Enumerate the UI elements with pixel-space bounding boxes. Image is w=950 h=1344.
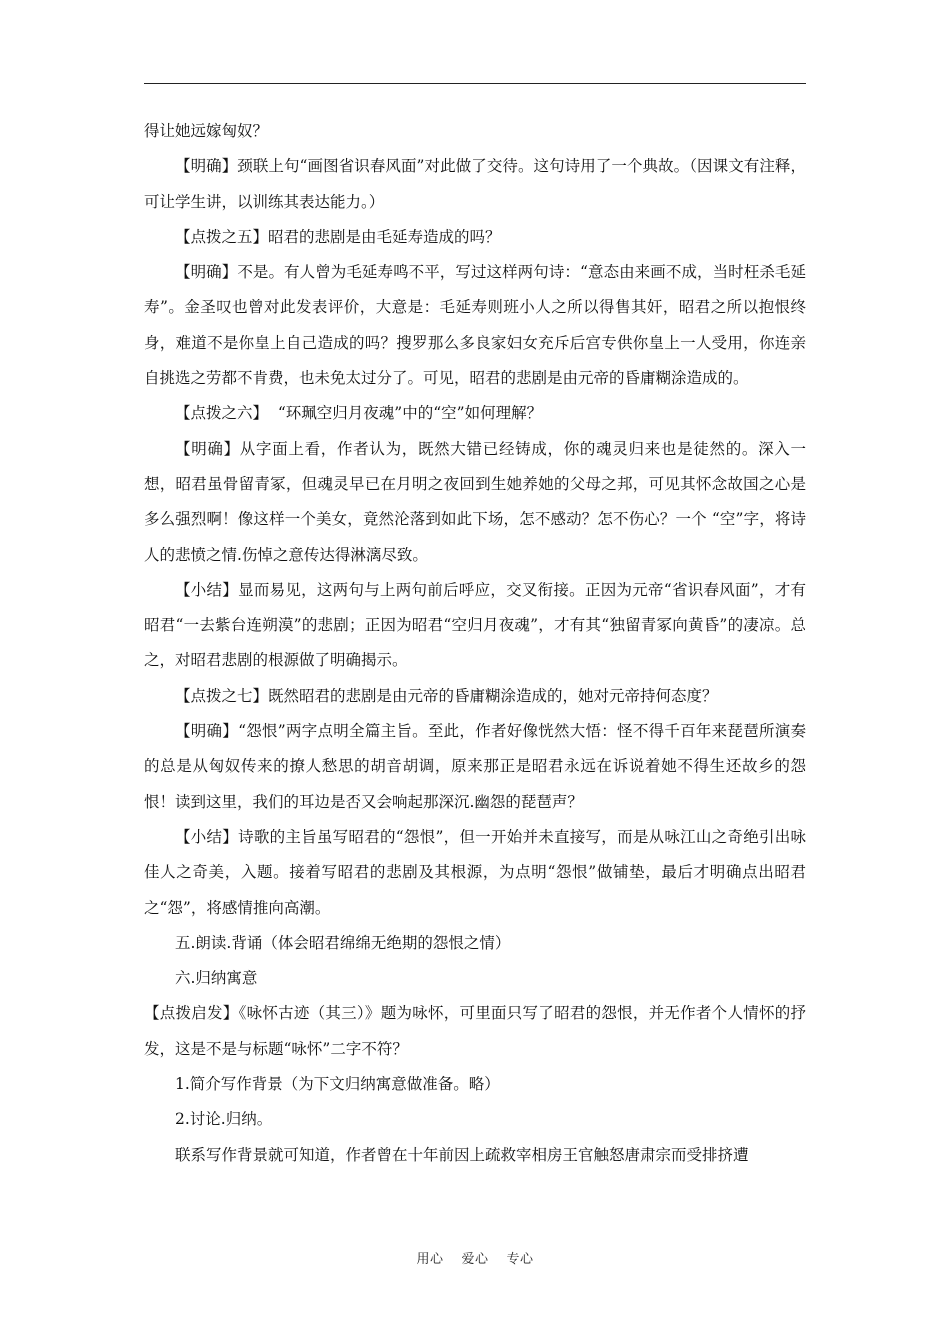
paragraph-text: 昭君的悲剧是由毛延寿造成的吗？ — [268, 227, 501, 246]
paragraph — [144, 961, 806, 996]
paragraph — [144, 220, 806, 255]
paragraph-tag: 【明确】 — [175, 263, 238, 282]
paragraph — [144, 1067, 806, 1102]
paragraph-text: 2.讨论.归纳。 — [175, 1110, 273, 1129]
paragraph-text: 联系写作背景就可知道，作者曾在十年前因上疏救宰相房王官触怒唐肃宗而受排挤遭 — [175, 1145, 749, 1164]
paragraph-text: 显而易见，这两句与上两句前后呼应，交叉衔接。正因为元帝“省识春风面”，才有昭君“一去紫台连朔漠”的悲剧；正因为昭君“空归月夜魂”，才有其“独留青冢向黄昏”的凄凉。总之，对昭君悲剧的根源做了明确揭示。 — [144, 580, 806, 670]
paragraph-text: 颈联上句“画图省识春风面”对此做了交待。这句诗用了一个典故。（因课文有注释，可让学生讲，以训练其表达能力。） — [144, 157, 806, 211]
paragraph-text: 从字面上看，作者认为，既然大错已经铸成，你的魂灵归来也是徒然的。深入一想，昭君虽骨留青冢，但魂灵早已在月明之夜回到生她养她的父母之邦，可见其怀念故国之心是多么强烈啊！像这样一个美女，竟然沦落到如此下场，怎不感动？怎不伤心？一个 “空”字，将诗人的悲愤之情.伤悼之意传达得淋漓尽致。 — [144, 439, 806, 564]
paragraph-tag: 【明确】 — [175, 439, 240, 458]
paragraph-text: 诗歌的主旨虽写昭君的“怨恨”，但一开始并未直接写，而是从咏江山之奇绝引出咏佳人之奇美，入题。接着写昭君的悲剧及其根源，为点明“怨恨”做铺垫，最后才明确点出昭君之“怨”，将感情推向高潮。 — [144, 827, 806, 917]
paragraph-text: 五.朗读.背诵（体会昭君绵绵无绝期的怨恨之情） — [175, 933, 511, 952]
paragraph — [144, 255, 806, 396]
document-body — [144, 114, 806, 1173]
paragraph — [144, 149, 806, 220]
paragraph-text: 不是。有人曾为毛延寿鸣不平，写过这样两句诗：“意态由来画不成，当时枉杀毛延寿”。金圣叹也曾对此发表评价，大意是：毛延寿则班小人之所以得售其奸，昭君之所以抱恨终身，难道不是你皇上自己造成的吗？搜罗那么多良家妇女充斥后宫专供你皇上一人受用，你连亲自挑选之劳都不肯费，也未免太过分了。可见，昭君的悲剧是由元帝的昏庸糊涂造成的。 — [144, 263, 806, 388]
paragraph — [144, 926, 806, 961]
paragraph — [144, 820, 806, 926]
paragraph-tag: 【明确】 — [175, 157, 238, 176]
paragraph — [144, 114, 806, 149]
paragraph-tag: 【点拨之七】 — [175, 686, 269, 705]
footer-item: 用心 — [416, 1252, 444, 1267]
paragraph-text: 得让她远嫁匈奴？ — [144, 122, 269, 140]
paragraph — [144, 714, 806, 820]
paragraph-tag: 【点拨之五】 — [175, 227, 269, 246]
paragraph-tag: 【点拨之六】 — [175, 404, 269, 423]
paragraph-text: “怨恨”两字点明全篇主旨。至此，作者好像恍然大悟：怪不得千百年来琵琶所演奏的总是从匈奴传来的撩人愁思的胡音胡调，原来那正是昭君永远在诉说着她不得生还故乡的怨恨！读到这里，我们的耳边是否又会响起那深沉.幽怨的琵琶声？ — [144, 722, 806, 811]
paragraph — [144, 573, 806, 679]
paragraph-tag: 【小结】 — [175, 580, 239, 599]
paragraph — [144, 432, 806, 573]
paragraph-text: 既然昭君的悲剧是由元帝的昏庸糊涂造成的，她对元帝持何态度？ — [268, 686, 718, 705]
footer-item: 爱心 — [461, 1252, 489, 1267]
paragraph-text: 1.简介写作背景（为下文归纳寓意做准备。略） — [175, 1075, 500, 1094]
paragraph-text: 《咏怀古迹（其三）》题为咏怀，可里面只写了昭君的怨恨，并无作者个人情怀的抒发，这是不是与标题“咏怀”二字不符？ — [144, 1004, 806, 1058]
header-rule — [144, 83, 806, 84]
paragraph — [144, 1102, 806, 1137]
paragraph-tag: 【小结】 — [175, 827, 239, 846]
footer-item: 专心 — [506, 1252, 534, 1267]
paragraph — [144, 396, 806, 431]
paragraph — [144, 996, 806, 1067]
paragraph — [144, 1138, 806, 1173]
page-footer — [0, 1248, 950, 1267]
paragraph-text: “环珮空归月夜魂”中的“空”如何理解？ — [268, 404, 543, 423]
paragraph — [144, 679, 806, 714]
paragraph-text: 六.归纳寓意 — [175, 969, 258, 988]
paragraph-tag: 【明确】 — [175, 722, 239, 741]
paragraph-tag: 【点拨启发】 — [144, 1004, 239, 1023]
